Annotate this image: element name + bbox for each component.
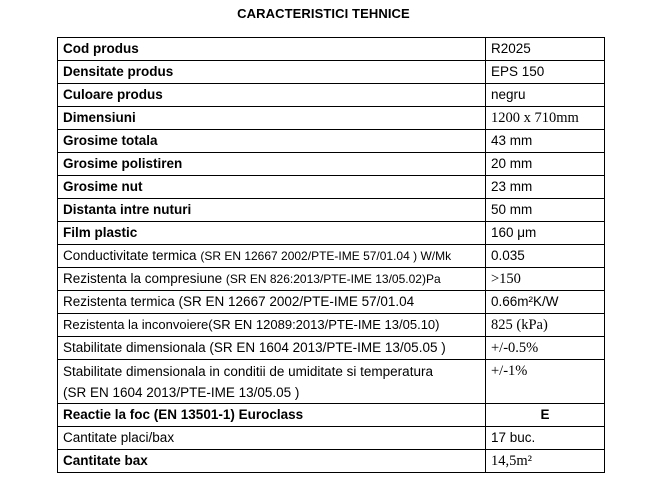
value-cell: EPS 150: [486, 61, 605, 84]
param-cell: Dimensiuni: [58, 107, 486, 130]
param-cell: Grosime polistiren: [58, 153, 486, 176]
table-row: [58, 222, 605, 245]
value-cell: 0.66m²K/W: [486, 291, 605, 314]
param-cell: Distanta intre nuturi: [58, 199, 486, 222]
value-cell: 160 μm: [486, 222, 605, 245]
table-row: [58, 404, 605, 427]
table-row: [58, 427, 605, 450]
value-cell: 50 mm: [486, 199, 605, 222]
param-cell: Cod produs: [58, 38, 486, 61]
value-cell: 1200 x 710mm: [486, 107, 605, 130]
value-cell: 23 mm: [486, 176, 605, 199]
value-cell: 0.035: [486, 245, 605, 268]
param-cell: Film plastic: [58, 222, 486, 245]
table-row: [58, 176, 605, 199]
value-cell: negru: [486, 84, 605, 107]
value-cell: 43 mm: [486, 130, 605, 153]
value-cell: 17 buc.: [486, 427, 605, 450]
value-cell: +/-0.5%: [486, 337, 605, 360]
param-cell: [58, 245, 486, 268]
value-cell: 20 mm: [486, 153, 605, 176]
table-row: [58, 199, 605, 222]
table-row: [58, 337, 605, 360]
param-label: Rezistenta la compresiune: [63, 271, 223, 286]
table-row: [58, 84, 605, 107]
value-cell: >150: [486, 268, 605, 291]
param-label: Conductivitate termica: [63, 248, 197, 263]
param-line2: (SR EN 1604 2013/PTE-IME 13/05.05 ): [63, 385, 300, 400]
param-cell: Rezistenta la inconvoiere(SR EN 12089:2013/PTE-IME 13/05.10): [58, 314, 486, 337]
table-row: [58, 130, 605, 153]
param-note: (SR EN 826:2013/PTE-IME 13/05.02)Pa: [225, 272, 441, 286]
value-cell: R2025: [486, 38, 605, 61]
value-cell: +/-1%: [486, 360, 605, 404]
param-cell: Rezistenta termica (SR EN 12667 2002/PTE-IME 57/01.04: [58, 291, 486, 314]
table-row: [58, 268, 605, 291]
value-cell: E: [486, 404, 605, 427]
param-cell: Grosime totala: [58, 130, 486, 153]
param-cell: [58, 360, 486, 404]
table-row: [58, 107, 605, 130]
table-row: [58, 153, 605, 176]
param-note: (SR EN 12667 2002/PTE-IME 57/01.04 ) W/Mk: [200, 249, 452, 263]
param-cell: [58, 268, 486, 291]
table-row: [58, 360, 605, 404]
param-cell: Densitate produs: [58, 61, 486, 84]
param-cell: Stabilitate dimensionala (SR EN 1604 2013/PTE-IME 13/05.05 ): [58, 337, 486, 360]
param-label: Stabilitate dimensionala in conditii de umiditate si temperatura: [63, 364, 433, 379]
table-row: [58, 38, 605, 61]
table-row: [58, 291, 605, 314]
param-cell: Culoare produs: [58, 84, 486, 107]
table-row: [58, 314, 605, 337]
value-cell: 14,5m²: [486, 450, 605, 473]
param-cell: Cantitate bax: [58, 450, 486, 473]
value-cell: 825 (kPa): [486, 314, 605, 337]
table-row: [58, 450, 605, 473]
specs-table: [57, 37, 605, 473]
param-cell: Cantitate placi/bax: [58, 427, 486, 450]
table-row: [58, 245, 605, 268]
param-cell: Reactie la foc (EN 13501-1) Euroclass: [58, 404, 486, 427]
param-cell: Grosime nut: [58, 176, 486, 199]
table-row: [58, 61, 605, 84]
page-title: CARACTERISTICI TEHNICE: [237, 6, 410, 21]
